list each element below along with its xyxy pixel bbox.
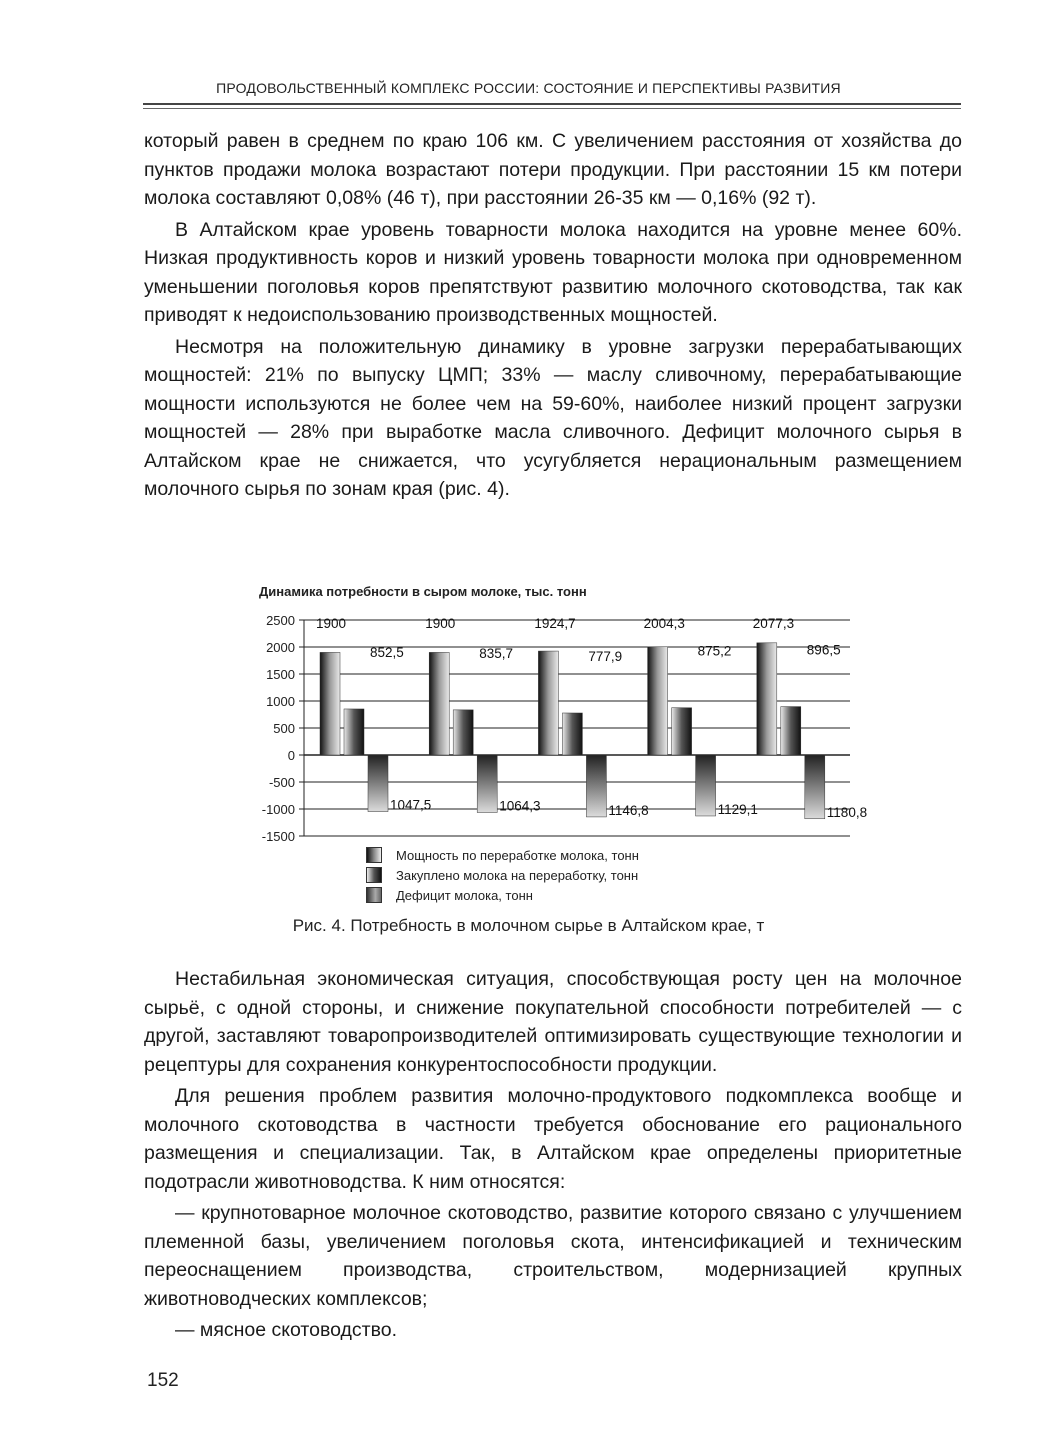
chart-legend	[366, 845, 639, 905]
data-label-deficit: 1047,5	[390, 797, 432, 813]
bar-capacity	[648, 647, 668, 755]
data-label-purchased: 875,2	[697, 643, 732, 659]
paragraph-1: который равен в среднем по краю 106 км. С увеличением расстояния от хозяйства до пунктов продажи молока возрастают потери продукции. При расстоянии 15 км потери молока составляют 0,08% (46 т), при расстоянии 26-35 км — 0,16% (92 т).	[144, 130, 962, 209]
y-tick-label: 1000	[266, 694, 295, 709]
bar-deficit	[477, 755, 497, 812]
legend-item-capacity	[366, 845, 639, 865]
y-tick-label: 0	[287, 748, 295, 763]
bar-capacity	[320, 652, 340, 755]
y-tick-label: 1500	[266, 667, 295, 682]
data-label-purchased: 835,7	[479, 645, 513, 661]
legend-swatch-purchased	[366, 867, 382, 883]
legend-swatch-deficit	[366, 887, 382, 903]
data-label-deficit: 1146,8	[608, 802, 649, 818]
data-label-purchased: 896,5	[806, 642, 841, 658]
bar-purchased	[344, 709, 364, 755]
chart-title: Динамика потребности в сыром молоке, тыс. тонн	[259, 584, 587, 599]
body-text-bottom	[144, 965, 962, 1345]
y-tick-label: 500	[273, 721, 295, 736]
paragraph-3: Несмотря на положительную динамику в уровне загрузки перерабатывающих мощностей: 21% по выпуску ЦМП; 33% — маслу сливочному, перерабатывающие мощности используются не более чем на 59-60%, наиболее низкий процент загрузки мощностей — 28% при выработке масла сливочного. Дефицит молочного сырья в Алтайском крае не снижается, что усугубляется нерациональным размещением молочного сырья по зонам края (рис. 4).	[144, 335, 962, 500]
bar-deficit	[368, 755, 388, 812]
list-item-dairy: — крупнотоварное молочное скотоводство, развитие которого связано с улучшением племенной базы, увеличением поголовья скота, интенсификацией и техническим переоснащением производства, строительством, модернизацией крупных животноводческих комплексов;	[144, 1202, 962, 1310]
legend-item-purchased	[366, 865, 639, 885]
bar-purchased	[781, 707, 801, 755]
data-label-capacity: 2077,3	[752, 616, 795, 632]
bar-deficit	[696, 755, 716, 816]
y-tick-label: -1000	[261, 802, 295, 817]
page-number: 152	[147, 1370, 179, 1391]
bar-capacity	[757, 643, 777, 755]
y-tick-label: 2500	[266, 613, 295, 628]
bar-deficit	[805, 755, 825, 819]
bar-purchased	[562, 713, 582, 755]
body-text-top	[144, 127, 962, 504]
data-label-deficit: 1129,1	[717, 801, 758, 817]
data-label-purchased: 852,5	[370, 644, 404, 660]
paragraph-4: Нестабильная экономическая ситуация, способствующая росту цен на молочное сырьё, с одной стороны, и снижение покупательной способности потребителей — с другой, заставляют товаропроизводителей оптимизировать существующие технологии и рецептуры для сохранения конкурентоспособности продукции.	[144, 968, 962, 1076]
legend-swatch-capacity	[366, 847, 382, 863]
data-label-purchased: 777,9	[588, 648, 623, 664]
bar-deficit	[586, 755, 606, 817]
paragraph-2: В Алтайском крае уровень товарности молока находится на уровне менее 60%. Низкая продуктивность коров и низкий уровень товарности молока при одновременном уменьшении поголовья коров препятствуют развитию молочного скотоводства, так как приводят к недоиспользованию производственных мощностей.	[144, 218, 962, 326]
y-tick-label: 2000	[266, 640, 295, 655]
data-label-capacity: 2004,3	[643, 616, 685, 632]
legend-label-deficit: Дефицит молока, тонн	[396, 887, 533, 903]
list-item-beef: — мясное скотоводство.	[175, 1319, 398, 1341]
legend-label-purchased: Закуплено молока на переработку, тонн	[396, 867, 639, 883]
y-tick-label: -1500	[261, 829, 295, 844]
header-rule-thin	[143, 108, 961, 109]
figure-4-chart	[248, 580, 868, 910]
y-tick-label: -500	[268, 775, 295, 790]
legend-item-deficit	[366, 885, 639, 905]
data-label-deficit: 1180,8	[826, 804, 868, 820]
legend-label-capacity: Мощность по переработке молока, тонн	[396, 847, 639, 863]
data-label-deficit: 1064,3	[499, 798, 541, 814]
running-header: ПРОДОВОЛЬСТВЕННЫЙ КОМПЛЕКС РОССИИ: СОСТОЯНИЕ И ПЕРСПЕКТИВЫ РАЗВИТИЯ	[216, 80, 841, 96]
chart-svg	[248, 604, 868, 844]
paragraph-5: Для решения проблем развития молочно-продуктового подкомплекса вообще и молочного скотоводства в частности требуется обоснование его рационального размещения и специализации. Так, в Алтайском крае определены приоритетные подотрасли животноводства. К ним относятся:	[144, 1085, 962, 1193]
bar-capacity	[538, 651, 558, 755]
header-rule-thick	[143, 103, 961, 105]
data-label-capacity: 1900	[425, 616, 456, 632]
data-label-capacity: 1924,7	[534, 616, 576, 632]
bar-purchased	[453, 710, 473, 755]
figure-caption: Рис. 4. Потребность в молочном сырье в Алтайском крае, т	[292, 916, 765, 935]
data-label-capacity: 1900	[316, 616, 347, 632]
bar-purchased	[672, 708, 692, 755]
bar-capacity	[429, 652, 449, 755]
